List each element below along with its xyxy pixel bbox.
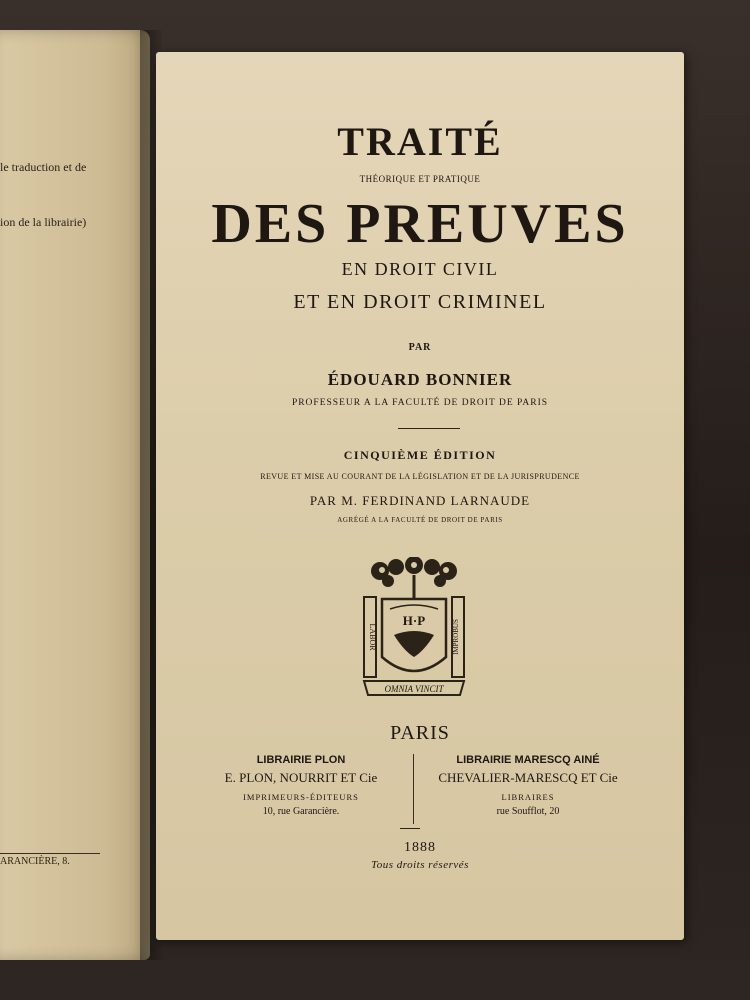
printer-mark-emblem <box>360 557 468 697</box>
reviser-title: AGRÉGÉ A LA FACULTÉ DE DROIT DE PARIS <box>337 516 503 524</box>
edition: CINQUIÈME ÉDITION <box>343 448 497 462</box>
publisher-firm: CHEVALIER-MARESCQ ET Cie <box>438 770 618 785</box>
publisher-address: 10, rue Garancière. <box>262 806 340 817</box>
publisher-name: LIBRAIRIE PLON <box>256 754 346 766</box>
printer-mark-motto-left: LABOR <box>368 623 377 651</box>
publisher-right <box>418 754 638 817</box>
publisher-role: IMPRIMEURS-ÉDITEURS <box>243 792 359 802</box>
printer-mark-monogram: H·P <box>402 613 426 628</box>
by-line: PAR <box>408 342 432 353</box>
left-page <box>0 30 150 960</box>
revision-note: REVUE ET MISE AU COURANT DE LA LÉGISLATION ET DE LA JURISPRUDENCE <box>260 472 580 481</box>
publisher-role: LIBRAIRES <box>501 792 555 802</box>
left-page-text-line: ARANCIÈRE, 8. <box>0 856 70 867</box>
publisher-name: LIBRAIRIE MARESCQ AINÉ <box>456 754 600 766</box>
city: PARIS <box>390 722 450 744</box>
bottom-rule <box>400 828 420 829</box>
author-title: PROFESSEUR A LA FACULTÉ DE DROIT DE PARIS <box>291 398 549 408</box>
author-name: ÉDOUARD BONNIER <box>327 370 513 389</box>
title-line-2: EN DROIT CIVIL <box>341 259 499 279</box>
rights-notice: Tous droits réservés <box>371 859 469 871</box>
reviser-name: PAR M. FERDINAND LARNAUDE <box>309 493 531 508</box>
title-line-3: ET EN DROIT CRIMINEL <box>293 291 547 313</box>
title-page <box>156 52 684 940</box>
printer-mark-motto-right: IMPROBUS <box>452 619 460 655</box>
divider-rule <box>398 428 460 429</box>
publisher-firm: E. PLON, NOURRIT ET Cie <box>224 770 378 785</box>
publisher-divider <box>413 754 414 824</box>
publisher-address: rue Soufflot, 20 <box>496 806 560 817</box>
left-page-text-line: le traduction et de <box>0 160 87 174</box>
publisher-left <box>191 754 411 817</box>
main-title: DES PREUVES <box>211 193 629 255</box>
left-page-text-line: ion de la librairie) <box>0 215 87 229</box>
left-page-rule <box>0 853 100 854</box>
printer-mark-motto-bottom: OMNIA VINCIT <box>384 684 444 694</box>
title-top: TRAITÉ <box>337 119 503 164</box>
publication-year: 1888 <box>404 840 436 855</box>
subtitle-small: THÉORIQUE ET PRATIQUE <box>359 174 481 184</box>
